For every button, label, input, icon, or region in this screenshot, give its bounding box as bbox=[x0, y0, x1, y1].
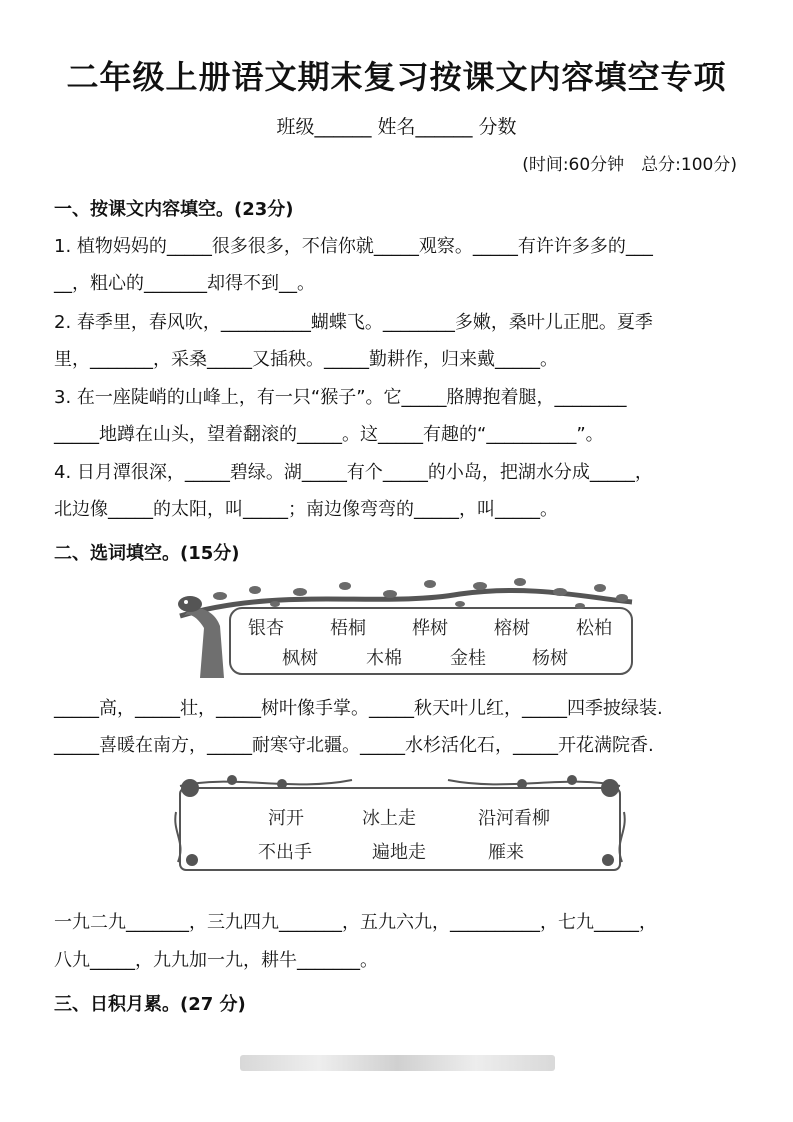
section-1-line: 2. 春季里，春风吹，__________蝴蝶飞。________多嫩，桑叶儿正肥。夏季 bbox=[54, 312, 653, 333]
word-option: 沿河看柳 bbox=[478, 808, 550, 829]
section-2-line: _____高，_____壮，_____树叶像手掌。_____秋天叶儿红，_____四季披绿装. bbox=[54, 698, 663, 719]
page-title: 二年级上册语文期末复习按课文内容填空专项 bbox=[66, 58, 727, 96]
word-option: 松柏 bbox=[576, 618, 612, 639]
word-option: 杨树 bbox=[532, 648, 568, 669]
flower-word-box bbox=[172, 772, 628, 876]
section-1-heading: 一、按课文内容填空。(23分) bbox=[54, 199, 294, 220]
word-option: 河开 bbox=[268, 808, 304, 829]
time-score-line: (时间:60分钟 总分:100分) bbox=[522, 155, 737, 175]
word-option: 雁来 bbox=[488, 842, 524, 863]
section-2-line: _____喜暖在南方，_____耐寒守北疆。_____水杉活化石，_____开花满院香. bbox=[54, 735, 654, 756]
blurred-watermark bbox=[240, 1055, 555, 1071]
section-2-line: 八九_____，九九加一九，耕牛_______。 bbox=[54, 950, 378, 971]
word-option: 梧桐 bbox=[330, 618, 366, 639]
word-option: 不出手 bbox=[258, 842, 312, 863]
word-option: 桦树 bbox=[412, 618, 448, 639]
word-option: 冰上走 bbox=[362, 808, 416, 829]
section-1-line: 3. 在一座陡峭的山峰上，有一只“猴子”。它_____胳膊抱着腿，________ bbox=[54, 387, 627, 408]
student-info-line: 班级______ 姓名______ 分数 bbox=[276, 116, 517, 138]
section-2-heading: 二、选词填空。(15分) bbox=[54, 543, 240, 564]
word-option: 金桂 bbox=[450, 648, 486, 669]
section-1-line: 4. 日月潭很深，_____碧绿。湖_____有个_____的小岛，把湖水分成_____， bbox=[54, 462, 653, 483]
word-option: 木棉 bbox=[366, 648, 402, 669]
word-option: 榕树 bbox=[494, 618, 530, 639]
word-option: 银杏 bbox=[248, 618, 284, 639]
word-option: 遍地走 bbox=[372, 842, 426, 863]
section-1-line: 1. 植物妈妈的_____很多很多，不信你就_____观察。_____有许许多多的___ bbox=[54, 236, 653, 257]
section-1-line: 里，_______，采桑_____又插秧。_____勤耕作，归来戴_____。 bbox=[54, 349, 558, 370]
section-1-line: _____地蹲在山头，望着翻滚的_____。这_____有趣的“__________”。 bbox=[54, 424, 604, 445]
tree-word-box bbox=[160, 578, 638, 678]
word-option: 枫树 bbox=[282, 648, 318, 669]
section-1-line: __，粗心的_______却得不到__。 bbox=[54, 273, 315, 294]
section-3-heading: 三、日积月累。(27 分) bbox=[54, 994, 246, 1015]
section-1-line: 北边像_____的太阳，叫_____；南边像弯弯的_____，叫_____。 bbox=[54, 499, 558, 520]
section-2-line: 一九二九_______，三九四九_______，五九六九，__________，七九_____， bbox=[54, 912, 657, 933]
